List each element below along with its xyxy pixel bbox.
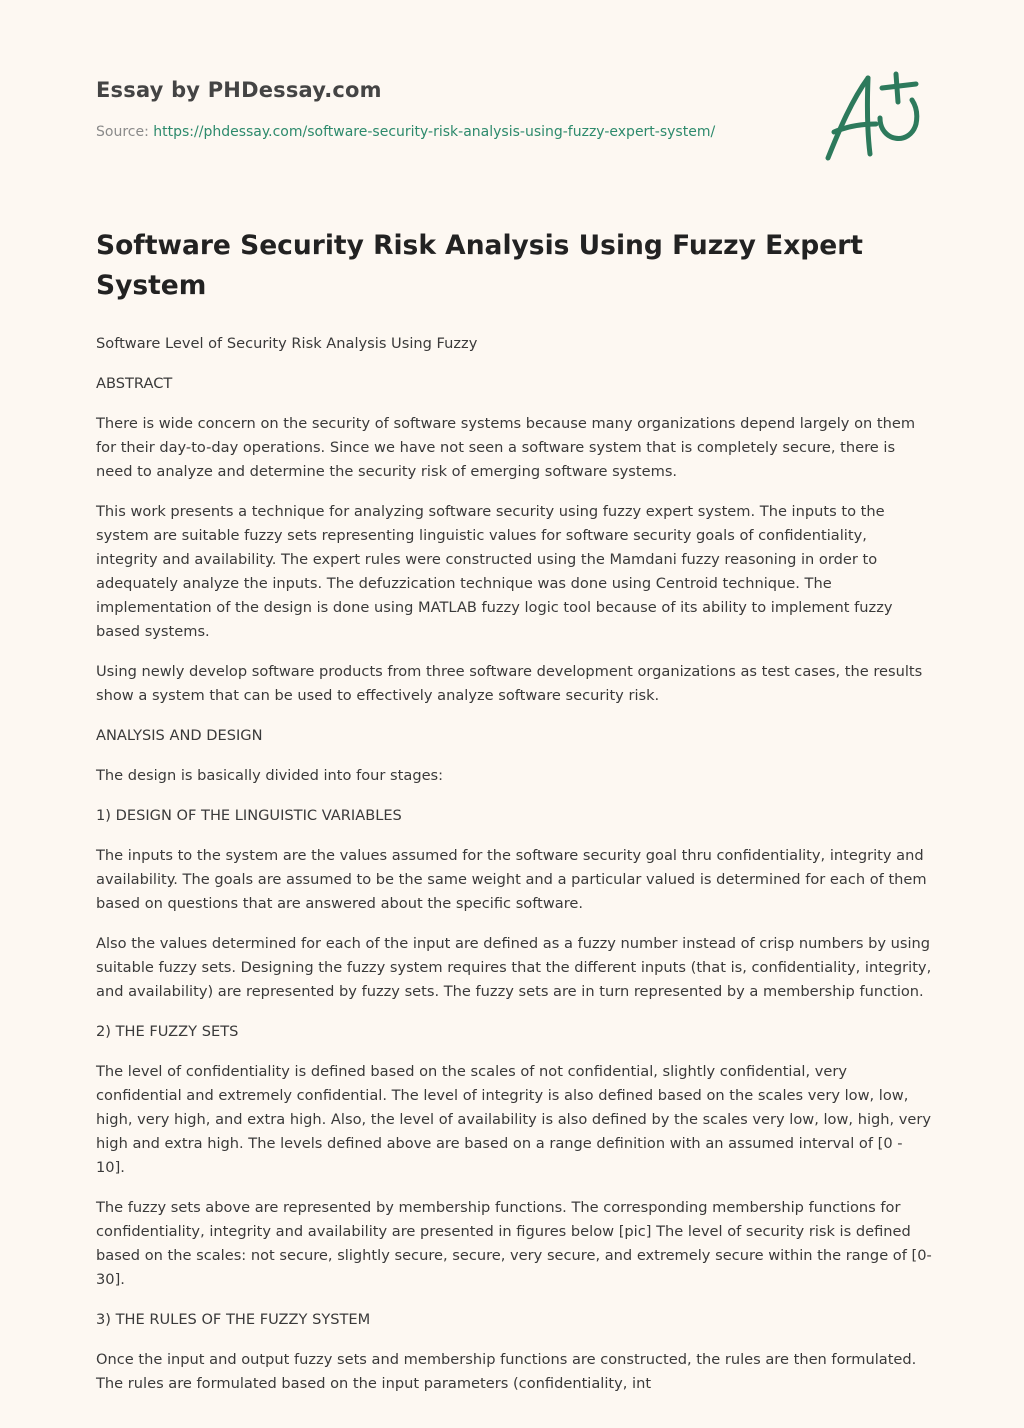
article-paragraph: Also the values determined for each of the input are defined as a fuzzy number instead of crisp numbers by using suitable fuzzy sets. Designing the fuzzy system requires that the different inputs (that is, confidentiality, integrity, and availability) are represented by fuzzy sets. The fuzzy sets are in turn represented by a membership function. (96, 935, 932, 1000)
article-paragraph: The level of confidentiality is defined based on the scales of not confidential, slightly confidential, very confidential and extremely confidential. The level of integrity is also defined based on the scales very low, low, high, very high, and extra high. Also, the level of availability is also defined by the scales very low, low, high, very high and extra high. The levels defined above are based on a range definition with an assumed interval of [0 - 10]. (96, 1063, 932, 1176)
article (96, 226, 932, 1412)
article-paragraph: Using newly develop software products from three software development organizations as test cases, the results show a system that can be used to effectively analyze software security risk. (96, 663, 923, 704)
page-header (96, 76, 796, 142)
article-title: Software Security Risk Analysis Using Fuzzy Expert System (96, 230, 863, 301)
article-paragraph: Software Level of Security Risk Analysis Using Fuzzy (96, 335, 478, 352)
article-paragraph: There is wide concern on the security of software systems because many organizations depend largely on them for their day-to-day operations. Since we have not seen a software system that is completely secure, there is need to analyze and determine the security risk of emerging software systems. (96, 415, 916, 480)
a-plus-logo-icon (818, 66, 928, 166)
article-paragraph: 1) DESIGN OF THE LINGUISTIC VARIABLES (96, 807, 402, 824)
article-paragraph: The inputs to the system are the values assumed for the software security goal thru confidentiality, integrity and availability. The goals are assumed to be the same weight and a particular valued is determined for each of them based on questions that are answered about the specific software. (96, 847, 927, 912)
source-link[interactable]: https://phdessay.com/software-security-risk-analysis-using-fuzzy-expert-system/ (153, 124, 716, 140)
article-paragraph: 2) THE FUZZY SETS (96, 1023, 239, 1040)
article-paragraph: The fuzzy sets above are represented by membership functions. The corresponding membership functions for confidentiality, integrity and availability are presented in figures below [pic] The level of security risk is defined based on the scales: not secure, slightly secure, secure, very secure, and extremely secure within the range of [0-30]. (96, 1199, 932, 1288)
article-paragraph: ANALYSIS AND DESIGN (96, 727, 263, 744)
article-paragraph: 3) THE RULES OF THE FUZZY SYSTEM (96, 1311, 371, 1328)
source-line (96, 122, 796, 142)
article-paragraph: ABSTRACT (96, 375, 173, 392)
article-paragraph: The design is basically divided into four stages: (96, 767, 444, 784)
source-label: Source: (96, 124, 149, 140)
article-paragraph: Once the input and output fuzzy sets and membership functions are constructed, the rules are then formulated. The rules are formulated based on the input parameters (confidentiality, int (96, 1351, 917, 1392)
site-brand: Essay by PHDessay.com (96, 78, 382, 102)
article-paragraph: This work presents a technique for analyzing software security using fuzzy expert system. The inputs to the system are suitable fuzzy sets representing linguistic values for software security goals of confidentiality, integrity and availability. The expert rules were constructed using the Mamdani fuzzy reasoning in order to adequately analyze the inputs. The defuzzication technique was done using Centroid technique. The implementation of the design is done using MATLAB fuzzy logic tool because of its ability to implement fuzzy based systems. (96, 503, 893, 640)
